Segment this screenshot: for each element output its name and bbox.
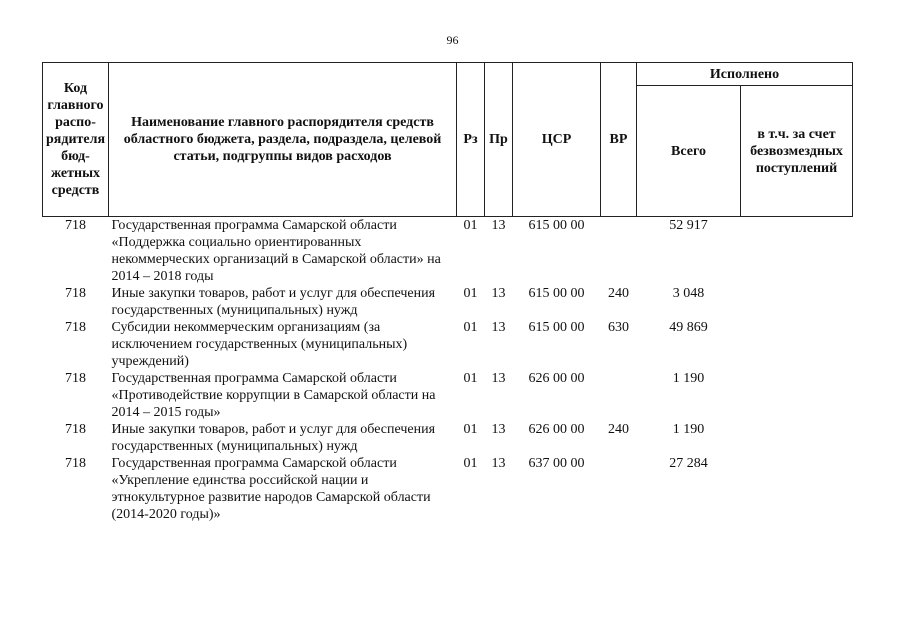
cell-rz: 01	[463, 456, 478, 471]
cell-pr: 13	[491, 456, 506, 471]
cell-vr: 630	[608, 320, 629, 335]
table-row	[43, 285, 853, 319]
cell-rz: 01	[463, 320, 478, 335]
cell-free	[741, 217, 853, 286]
cell-pr: 13	[491, 371, 506, 386]
table-row	[43, 217, 853, 286]
cell-vr	[601, 455, 637, 523]
cell-free	[741, 421, 853, 455]
cell-pr: 13	[491, 218, 506, 233]
table-row	[43, 455, 853, 523]
cell-pr: 13	[491, 320, 506, 335]
table-header	[43, 63, 853, 217]
cell-rz: 01	[463, 286, 478, 301]
header-name: Наименование главного распорядителя средств областного бюджета, раздела, подраздела, целевой статьи, подгруппы видов расходов	[109, 63, 457, 217]
cell-total: 49 869	[669, 320, 708, 335]
cell-rz: 01	[463, 422, 478, 437]
budget-table	[42, 62, 853, 523]
cell-rz: 01	[463, 371, 478, 386]
cell-name: Государственная программа Самарской области «Противодействие коррупции в Самарской области на 2014 – 2015 годы»	[111, 371, 436, 420]
page-number: 96	[446, 33, 459, 47]
cell-csr: 626 00 00	[528, 422, 585, 437]
cell-name: Субсидии некоммерческим организациям (за исключением государственных (муниципальных) учреждений)	[111, 320, 408, 369]
cell-csr: 615 00 00	[528, 286, 585, 301]
cell-free	[741, 455, 853, 523]
cell-code: 718	[65, 286, 86, 301]
cell-vr	[601, 370, 637, 421]
cell-free	[741, 370, 853, 421]
cell-pr: 13	[491, 422, 506, 437]
header-vr: ВР	[601, 63, 637, 217]
header-free: в т.ч. за счет безвозмездных поступлений	[741, 86, 853, 217]
header-executed: Исполнено	[637, 63, 853, 86]
cell-total: 52 917	[669, 218, 708, 233]
header-csr: ЦСР	[513, 63, 601, 217]
cell-csr: 637 00 00	[528, 456, 585, 471]
cell-csr: 615 00 00	[528, 320, 585, 335]
cell-free	[741, 319, 853, 370]
cell-name: Иные закупки товаров, работ и услуг для обеспечения государственных (муниципальных) нужд	[111, 286, 436, 318]
header-rz: Рз	[457, 63, 485, 217]
cell-total: 27 284	[669, 456, 708, 471]
table-row	[43, 370, 853, 421]
cell-name: Государственная программа Самарской области «Поддержка социально ориентированных некоммерческих организаций в Самарской области» на 2014 – 2018 годы	[111, 218, 441, 284]
cell-name: Государственная программа Самарской области «Укрепление единства российской нации и этнокультурное развитие народов Самарской области (2014-2020 годы)»	[111, 456, 431, 522]
cell-code: 718	[65, 422, 86, 437]
cell-total: 3 048	[672, 286, 705, 301]
cell-total: 1 190	[672, 422, 705, 437]
header-pr: Пр	[485, 63, 513, 217]
cell-csr: 626 00 00	[528, 371, 585, 386]
cell-vr	[601, 217, 637, 286]
header-code: Код главного распо-рядителя бюд-жетных средств	[43, 63, 109, 217]
cell-name: Иные закупки товаров, работ и услуг для обеспечения государственных (муниципальных) нужд	[111, 422, 436, 454]
cell-code: 718	[65, 371, 86, 386]
cell-free	[741, 285, 853, 319]
header-total: Всего	[637, 86, 741, 217]
cell-pr: 13	[491, 286, 506, 301]
cell-code: 718	[65, 320, 86, 335]
cell-vr: 240	[608, 422, 629, 437]
table-row	[43, 421, 853, 455]
cell-code: 718	[65, 218, 86, 233]
table-body	[43, 217, 853, 524]
cell-rz: 01	[463, 218, 478, 233]
cell-total: 1 190	[672, 371, 705, 386]
cell-csr: 615 00 00	[528, 218, 585, 233]
cell-code: 718	[65, 456, 86, 471]
table-row	[43, 319, 853, 370]
cell-vr: 240	[608, 286, 629, 301]
